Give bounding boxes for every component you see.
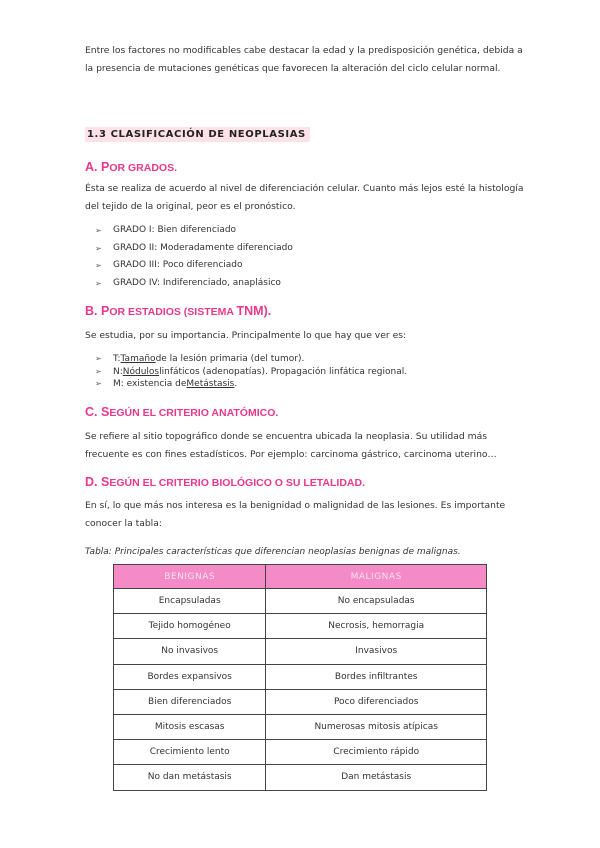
- list-item: ➢ GRADO III: Poco diferenciado: [95, 257, 293, 275]
- table-row: [114, 765, 487, 790]
- subheading-c: C. SEGÚN EL CRITERIO ANATÓMICO.: [85, 405, 279, 419]
- table-row: [114, 714, 487, 739]
- table-cell: Invasivos: [266, 639, 487, 664]
- arrow-bullet-icon: ➢: [95, 379, 102, 388]
- list-item-t: ➢ T: Tamaño de la lesión primaria (del tumor).: [95, 354, 305, 364]
- table-caption: Tabla: Principales características que diferencian neoplasias benignas de malignas.: [85, 547, 461, 557]
- grades-list: [95, 222, 293, 292]
- list-item: ➢ GRADO IV: Indiferenciado, anaplásico: [95, 275, 293, 293]
- list-item: ➢ GRADO I: Bien diferenciado: [95, 222, 293, 240]
- list-item-n: ➢ N: Nódulos linfáticos (adenopatías). Propagación linfática regional.: [95, 366, 408, 377]
- table-row: [114, 639, 487, 664]
- neoplasia-comparison-table: [113, 564, 487, 791]
- table-cell: Crecimiento rápido: [266, 740, 487, 765]
- paragraph-b: Se estudia, por su importancia. Principalmente lo que hay que ver es:: [85, 330, 407, 341]
- table-header-row: [114, 565, 487, 589]
- table-cell: Encapsuladas: [114, 589, 266, 614]
- table-cell: Bordes expansivos: [114, 664, 266, 689]
- section-title: 1.3 CLASIFICACIÓN DE NEOPLASIAS: [85, 127, 310, 142]
- subheading-d: D. SEGÚN EL CRITERIO BIOLÓGICO O SU LETALIDAD.: [85, 475, 366, 489]
- table-row: [114, 614, 487, 639]
- table-row: [114, 740, 487, 765]
- table-cell: No encapsuladas: [266, 589, 487, 614]
- table-cell: Bien diferenciados: [114, 689, 266, 714]
- arrow-bullet-icon: ➢: [95, 261, 102, 270]
- tnm-list: [95, 353, 407, 391]
- paragraph-c: Se refiere al sitio topográfico donde se encuentra ubicada la neoplasia. Su utilidad más frecuente es con fines estadísticos. Por ejemplo: carcinoma gástrico, carcinoma uterino…: [85, 431, 497, 460]
- table-cell: Poco diferenciados: [266, 689, 487, 714]
- table-row: [114, 589, 487, 614]
- table-cell: No invasivos: [114, 639, 266, 664]
- subheading-b: B. POR ESTADIOS (SISTEMA TNM).: [85, 304, 272, 318]
- arrow-bullet-icon: ➢: [95, 278, 102, 288]
- table-row: [114, 664, 487, 689]
- arrow-bullet-icon: ➢: [95, 243, 102, 253]
- intro-paragraph: Entre los factores no modificables cabe destacar la edad y la predisposición genética, debida a la presencia de mutaciones genéticas que favorecen la alteración del ciclo celular normal.: [85, 45, 523, 74]
- arrow-bullet-icon: ➢: [95, 366, 102, 376]
- table-cell: Mitosis escasas: [114, 714, 266, 739]
- table-cell: Crecimiento lento: [114, 740, 266, 765]
- table-cell: Dan metástasis: [266, 765, 487, 790]
- arrow-bullet-icon: ➢: [95, 226, 102, 235]
- list-item-m: ➢ M: existencia de Metástasis .: [95, 379, 238, 389]
- table-cell: Bordes infiltrantes: [266, 664, 487, 689]
- subheading-a: A. POR GRADOS.: [85, 160, 177, 174]
- table-cell: Necrosis, hemorragia: [266, 614, 487, 639]
- list-item: ➢ GRADO II: Moderadamente diferenciado: [95, 240, 293, 258]
- column-header-malignas: MALIGNAS: [266, 565, 487, 589]
- paragraph-a: Ésta se realiza de acuerdo al nivel de diferenciación celular. Cuanto más lejos esté la histología del tejido de la original, peor es el pronóstico.: [85, 183, 524, 212]
- table-row: [114, 689, 487, 714]
- table-cell: Tejido homogéneo: [114, 614, 266, 639]
- column-header-benignas: BENIGNAS: [114, 565, 266, 589]
- arrow-bullet-icon: ➢: [95, 354, 102, 363]
- table-cell: Numerosas mitosis atípicas: [266, 714, 487, 739]
- table-cell: No dan metástasis: [114, 765, 266, 790]
- paragraph-d: En sí, lo que más nos interesa es la benignidad o malignidad de las lesiones. Es importante conocer la tabla:: [85, 500, 506, 529]
